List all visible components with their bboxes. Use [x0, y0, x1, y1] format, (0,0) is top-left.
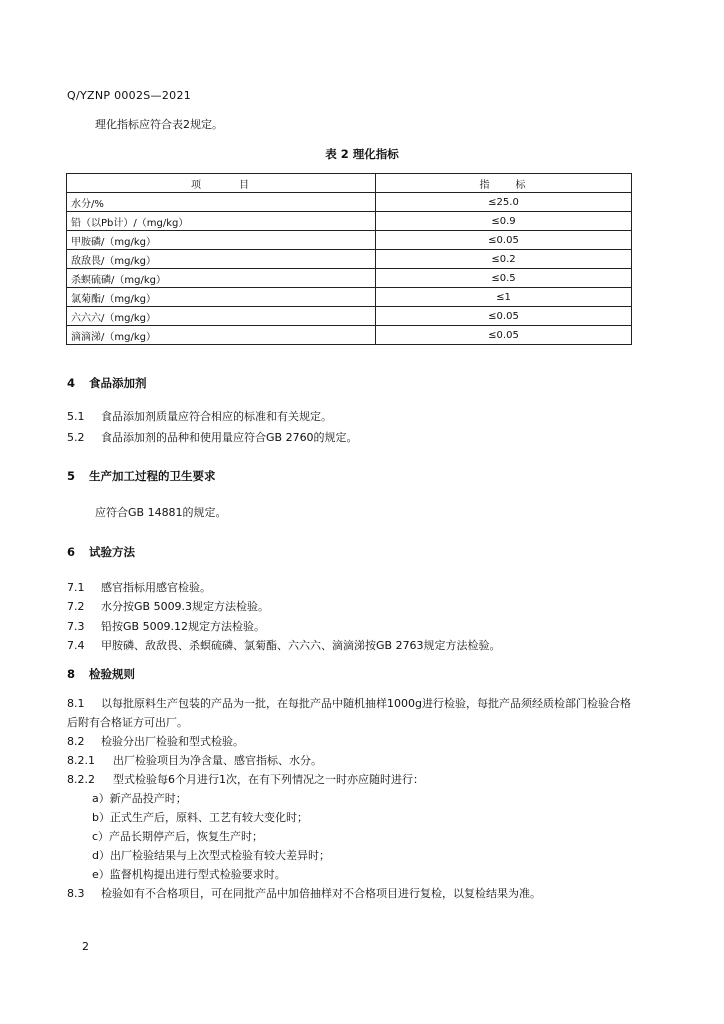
- row-value: ≤0.05: [376, 307, 632, 326]
- row-item: 六六六/（mg/kg）: [67, 307, 376, 326]
- clause-text: 食品添加剂的品种和使用量应符合GB 2760的规定。: [101, 431, 358, 444]
- clause-number: 8.2.1: [67, 754, 95, 767]
- list-item: a）新产品投产时；: [92, 792, 187, 805]
- clause-number: 7.1: [67, 581, 85, 594]
- clause-number: 5.1: [67, 410, 85, 423]
- intro-paragraph: 理化指标应符合表2规定。: [95, 118, 223, 131]
- clause-number: 8.3: [67, 887, 85, 900]
- page-number: 2: [82, 940, 89, 953]
- clause-text: 感官指标用感官检验。: [101, 581, 211, 594]
- clause-7-1: [67, 581, 211, 595]
- clause-text: 水分按GB 5009.3规定方法检验。: [101, 600, 270, 613]
- table-row: [67, 307, 632, 326]
- row-value: ≤0.05: [376, 326, 632, 345]
- clause-7-4: [67, 639, 501, 653]
- clause-number: 8.2.2: [67, 773, 95, 786]
- table-row: [67, 212, 632, 231]
- section-number: 4: [67, 376, 76, 390]
- clause-8-2-1: [67, 754, 322, 768]
- table-row: [67, 231, 632, 250]
- section-number: 6: [67, 545, 76, 559]
- clause-text: 检验分出厂检验和型式检验。: [101, 735, 244, 748]
- row-item: 甲胺磷/（mg/kg）: [67, 231, 376, 250]
- list-item: c）产品长期停产后，恢复生产时；: [92, 830, 264, 843]
- clause-number: 7.3: [67, 620, 85, 633]
- clause-7-3: [67, 620, 265, 634]
- section-8-heading: [67, 666, 135, 682]
- section-number: 8: [67, 667, 76, 681]
- clause-text: 检验如有不合格项目，可在同批产品中加倍抽样对不合格项目进行复检，以复检结果为准。: [101, 887, 541, 900]
- clause-number: 8.1: [67, 697, 85, 710]
- list-item: e）监督机构提出进行型式检验要求时。: [92, 868, 286, 881]
- row-item: 杀螟硫磷/（mg/kg）: [67, 269, 376, 288]
- column-header-item: 项 目: [67, 174, 376, 193]
- section-5-text: 应符合GB 14881的规定。: [95, 506, 227, 519]
- table-caption: 表 2 理化指标: [325, 147, 399, 161]
- row-item: 铅（以Pb计）/（mg/kg）: [67, 212, 376, 231]
- clause-8-2: [67, 735, 244, 749]
- table-row: [67, 250, 632, 269]
- row-item: 滴滴涕/（mg/kg）: [67, 326, 376, 345]
- clause-text: 出厂检验项目为净含量、感官指标、水分。: [113, 754, 322, 767]
- clause-text: 以每批原料生产包装的产品为一批，在每批产品中随机抽样1000g进行检验，每批产品须经质检部门检验合格后附有合格证方可出厂。: [67, 697, 631, 729]
- table-row: [67, 269, 632, 288]
- column-header-value: 指 标: [376, 174, 632, 193]
- row-value: ≤0.05: [376, 231, 632, 250]
- section-title: 生产加工过程的卫生要求: [89, 469, 216, 483]
- table-row: [67, 326, 632, 345]
- row-item: 氯菊酯/（mg/kg）: [67, 288, 376, 307]
- table-header-row: [67, 174, 632, 193]
- section-5-heading: [67, 468, 216, 484]
- section-number: 5: [67, 469, 76, 483]
- table-row: [67, 288, 632, 307]
- clause-number: 7.4: [67, 639, 85, 652]
- physicochemical-table: [66, 173, 632, 345]
- row-item: 水分/%: [67, 193, 376, 212]
- clause-5-2: [67, 431, 358, 445]
- clause-number: 7.2: [67, 600, 85, 613]
- clause-8-1: [67, 694, 635, 732]
- section-title: 试验方法: [89, 545, 135, 559]
- clause-text: 食品添加剂质量应符合相应的标准和有关规定。: [101, 410, 332, 423]
- clause-8-3: [67, 887, 541, 901]
- clause-number: 8.2: [67, 735, 85, 748]
- clause-number: 5.2: [67, 431, 85, 444]
- section-title: 检验规则: [89, 667, 135, 681]
- list-item: b）正式生产后，原料、工艺有较大变化时；: [92, 811, 308, 824]
- row-value: ≤0.9: [376, 212, 632, 231]
- section-4-heading: [67, 375, 147, 391]
- standard-code: Q/YZNP 0002S—2021: [67, 89, 192, 102]
- row-value: ≤0.2: [376, 250, 632, 269]
- row-item: 敌敌畏/（mg/kg）: [67, 250, 376, 269]
- table-row: [67, 193, 632, 212]
- clause-5-1: [67, 410, 332, 424]
- row-value: ≤25.0: [376, 193, 632, 212]
- clause-7-2: [67, 600, 269, 614]
- row-value: ≤1: [376, 288, 632, 307]
- section-title: 食品添加剂: [89, 376, 147, 390]
- clause-8-2-2: [67, 773, 424, 787]
- clause-text: 甲胺磷、敌敌畏、杀螟硫磷、氯菊酯、六六六、滴滴涕按GB 2763规定方法检验。: [101, 639, 501, 652]
- clause-text: 型式检验每6个月进行1次，在有下列情况之一时亦应随时进行：: [113, 773, 424, 786]
- list-item: d）出厂检验结果与上次型式检验有较大差异时；: [92, 849, 330, 862]
- clause-text: 铅按GB 5009.12规定方法检验。: [101, 620, 266, 633]
- row-value: ≤0.5: [376, 269, 632, 288]
- section-6-heading: [67, 544, 135, 560]
